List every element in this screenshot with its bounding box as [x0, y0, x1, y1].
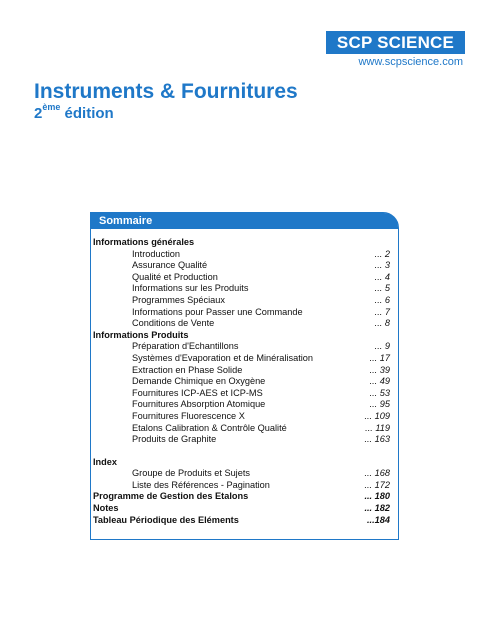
- toc-entry: [91, 341, 398, 353]
- toc-entry: [91, 283, 398, 295]
- toc-entry-page: ... 180: [364, 491, 390, 502]
- toc-entry: [91, 468, 398, 480]
- toc-entry-page: ... 8: [374, 318, 390, 329]
- toc-section-title: [91, 457, 398, 469]
- toc-top-entry: [91, 503, 398, 515]
- toc-entry: [91, 307, 398, 319]
- toc-section-title: [91, 330, 398, 342]
- toc-entry-label: Qualité et Production: [132, 271, 218, 282]
- toc-entry-page: ... 53: [369, 387, 390, 398]
- toc-entry-page: ... 168: [364, 468, 390, 479]
- toc-entry-label: Groupe de Produits et Sujets: [132, 468, 250, 479]
- toc-entry-page: ... 95: [369, 399, 390, 410]
- toc-entry: [91, 260, 398, 272]
- toc-entry: [91, 295, 398, 307]
- toc-top-entry: [91, 515, 398, 527]
- toc-entry-label: Extraction en Phase Solide: [132, 364, 243, 375]
- toc-entry-label: Notes: [93, 503, 119, 514]
- toc-entry: [91, 365, 398, 377]
- toc-entry-page: ... 182: [364, 503, 390, 514]
- toc-section-label: Index: [93, 456, 117, 467]
- toc-entry-page: ... 4: [374, 271, 390, 282]
- toc-entry-page: ... 109: [364, 410, 390, 421]
- edition-number: 2: [34, 105, 43, 122]
- toc-entry-label: Programme de Gestion des Etalons: [93, 491, 249, 502]
- toc-entry-page: ... 2: [374, 248, 390, 259]
- toc-entry-label: Fournitures ICP-AES et ICP-MS: [132, 387, 263, 398]
- toc-entry: [91, 423, 398, 435]
- edition-word: édition: [64, 105, 114, 122]
- toc-section-title: [91, 237, 398, 249]
- toc-entry-page: ... 7: [374, 306, 390, 317]
- toc-spacer: [91, 446, 398, 457]
- toc-entry-label: Assurance Qualité: [132, 260, 208, 271]
- brand-url: www.scpscience.com: [358, 56, 463, 68]
- toc-entry-page: ... 17: [369, 352, 390, 363]
- edition-label: [34, 104, 114, 122]
- page-title: Instruments & Fournitures: [34, 80, 298, 103]
- brand-logo: SCP SCIENCE: [326, 31, 465, 54]
- toc-entry: [91, 399, 398, 411]
- toc-entry-label: Fournitures Absorption Atomique: [132, 399, 266, 410]
- toc-entry: [91, 376, 398, 388]
- toc-entry: [91, 411, 398, 423]
- toc-entry-page: ... 49: [369, 376, 390, 387]
- toc-entry-label: Demande Chimique en Oxygène: [132, 376, 266, 387]
- toc-entry-label: Conditions de Vente: [132, 318, 215, 329]
- toc-entry-label: Fournitures Fluorescence X: [132, 410, 245, 421]
- toc-entry-page: ... 3: [374, 260, 390, 271]
- toc-entry: [91, 318, 398, 330]
- toc-entry-page: ... 6: [374, 294, 390, 305]
- toc-entry-label: Liste des Références - Pagination: [132, 479, 270, 490]
- toc-entry: [91, 353, 398, 365]
- toc-entry-label: Informations pour Passer une Commande: [132, 306, 303, 317]
- toc-entry-page: ...184: [367, 514, 390, 525]
- toc-entry-label: Produits de Graphite: [132, 434, 217, 445]
- toc-section-label: Informations générales: [93, 237, 195, 247]
- edition-suffix: ème: [42, 102, 61, 112]
- toc-entry-page: ... 9: [374, 341, 390, 352]
- toc-entry-label: Programmes Spéciaux: [132, 294, 225, 305]
- toc-entry-label: Systèmes d'Evaporation et de Minéralisation: [132, 352, 314, 363]
- toc-entry: [91, 272, 398, 284]
- toc-entry-page: ... 39: [369, 364, 390, 375]
- toc-entry-label: Préparation d'Echantillons: [132, 341, 239, 352]
- toc-entry-page: ... 172: [364, 479, 390, 490]
- toc-entry-page: ... 163: [364, 434, 390, 445]
- toc-panel: [90, 212, 399, 540]
- toc-top-entry: [91, 491, 398, 503]
- toc-heading: Sommaire: [91, 213, 398, 229]
- toc-entry-page: ... 5: [374, 283, 390, 294]
- toc-entry-page: ... 119: [365, 422, 390, 433]
- toc-list: [91, 237, 398, 526]
- toc-entry: [91, 388, 398, 400]
- toc-entry: [91, 434, 398, 446]
- toc-entry-label: Etalons Calibration & Contrôle Qualité: [132, 422, 287, 433]
- toc-section-label: Informations Produits: [93, 329, 189, 340]
- toc-entry-label: Informations sur les Produits: [132, 283, 249, 294]
- toc-entry: [91, 249, 398, 261]
- toc-entry-label: Introduction: [132, 248, 181, 259]
- toc-entry-label: Tableau Périodique des Eléments: [93, 514, 239, 525]
- toc-entry: [91, 480, 398, 492]
